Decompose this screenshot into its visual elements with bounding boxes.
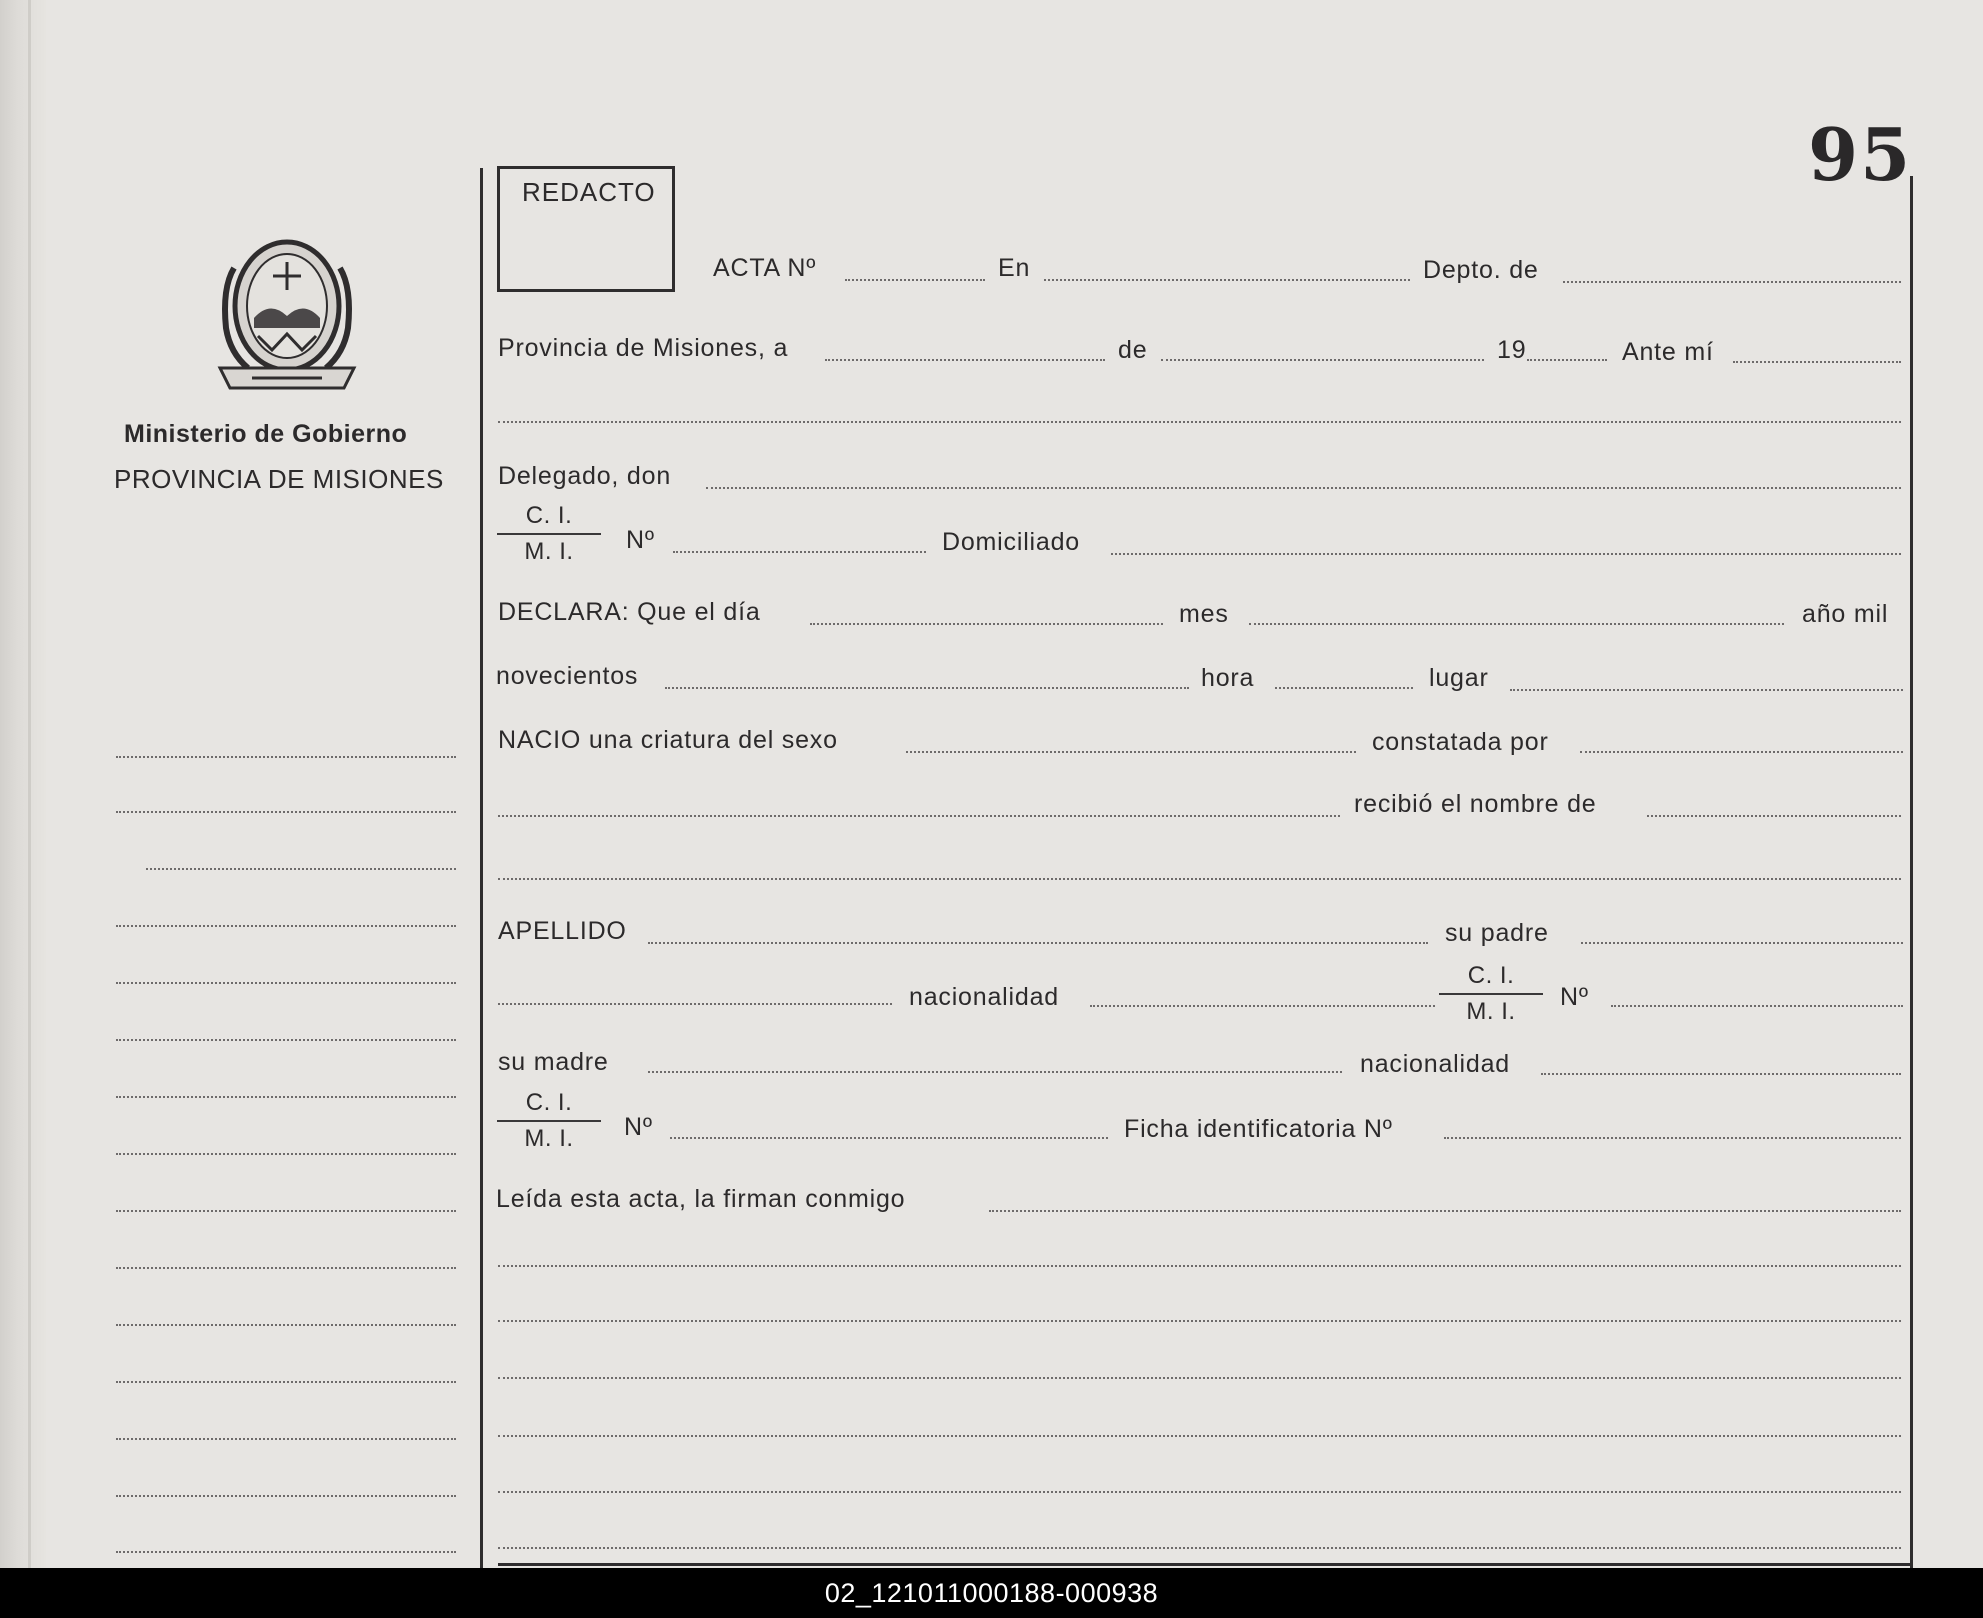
mes-label: mes bbox=[1179, 600, 1229, 628]
apellido-label: APELLIDO bbox=[498, 917, 627, 945]
padre-field[interactable] bbox=[1581, 942, 1903, 944]
bottom-border bbox=[498, 1563, 1910, 1566]
nacio-label: NACIO una criatura del sexo bbox=[498, 726, 838, 754]
id-number-label: Nº bbox=[626, 526, 655, 554]
constatada-field[interactable] bbox=[1580, 751, 1903, 753]
delegado-field[interactable] bbox=[706, 487, 1901, 489]
redacto-label: REDACTO bbox=[522, 177, 656, 207]
ante-mi-label: Ante mí bbox=[1622, 338, 1714, 366]
lugar-field[interactable] bbox=[1510, 689, 1903, 691]
margin-line bbox=[146, 868, 456, 870]
coat-of-arms-icon bbox=[212, 228, 362, 398]
signature-line[interactable] bbox=[498, 1547, 1901, 1549]
signature-line[interactable] bbox=[498, 1491, 1901, 1493]
year-prefix-label: 19 bbox=[1497, 336, 1527, 364]
novecientos-label: novecientos bbox=[496, 662, 639, 690]
right-border bbox=[1910, 176, 1913, 1568]
child-name-field[interactable] bbox=[1647, 815, 1901, 817]
padre-continuation-field[interactable] bbox=[498, 1003, 892, 1005]
lugar-label: lugar bbox=[1429, 664, 1489, 692]
constatada-label: constatada por bbox=[1372, 728, 1549, 756]
domiciliado-label: Domiciliado bbox=[942, 528, 1081, 556]
madre-mi-label: M. I. bbox=[524, 1125, 574, 1152]
margin-line bbox=[116, 1210, 456, 1212]
page-number: 95 bbox=[1808, 112, 1913, 197]
en-field[interactable] bbox=[1044, 279, 1410, 281]
su-padre-label: su padre bbox=[1445, 919, 1549, 947]
province-name: PROVINCIA DE MISIONES bbox=[114, 464, 444, 494]
padre-nacionalidad-label: nacionalidad bbox=[909, 983, 1059, 1011]
redacto-stamp-box bbox=[497, 166, 675, 292]
firmantes-field[interactable] bbox=[989, 1210, 1901, 1212]
margin-line bbox=[116, 1495, 456, 1497]
anio-mil-label: año mil bbox=[1802, 600, 1889, 628]
margin-line bbox=[116, 1381, 456, 1383]
padre-ci-mi-fraction bbox=[1439, 959, 1543, 1029]
madre-nacionalidad-label: nacionalidad bbox=[1360, 1050, 1510, 1078]
signature-line[interactable] bbox=[498, 1377, 1901, 1379]
page-fold bbox=[0, 0, 46, 1568]
madre-ci-mi-fraction bbox=[497, 1086, 601, 1156]
hora-field[interactable] bbox=[1275, 687, 1413, 689]
depto-label: Depto. de bbox=[1423, 256, 1539, 284]
ci-label: C. I. bbox=[497, 499, 601, 535]
delegado-id-field[interactable] bbox=[673, 551, 926, 553]
recibio-label: recibió el nombre de bbox=[1354, 790, 1597, 818]
acta-number-field[interactable] bbox=[845, 279, 985, 281]
ante-mi-field[interactable] bbox=[1733, 361, 1901, 363]
constatada-continuation-field[interactable] bbox=[498, 815, 1340, 817]
margin-line bbox=[116, 982, 456, 984]
ficha-field[interactable] bbox=[1444, 1137, 1901, 1139]
signature-line[interactable] bbox=[498, 1435, 1901, 1437]
birth-year-field[interactable] bbox=[665, 687, 1189, 689]
margin-line bbox=[116, 1324, 456, 1326]
day-field[interactable] bbox=[825, 359, 1105, 361]
signature-line[interactable] bbox=[498, 1320, 1901, 1322]
leida-label: Leída esta acta, la firman conmigo bbox=[496, 1185, 906, 1213]
margin-line bbox=[116, 1551, 456, 1553]
padre-ci-label: C. I. bbox=[1439, 959, 1543, 995]
padre-id-field[interactable] bbox=[1611, 1005, 1903, 1007]
madre-id-field[interactable] bbox=[670, 1137, 1108, 1139]
en-label: En bbox=[998, 254, 1031, 282]
provincia-label: Provincia de Misiones, a bbox=[498, 334, 789, 362]
padre-id-number-label: Nº bbox=[1560, 983, 1589, 1011]
vertical-divider bbox=[480, 168, 483, 1568]
mi-label: M. I. bbox=[524, 538, 574, 565]
margin-line bbox=[116, 1039, 456, 1041]
document-id: 02_121011000188-000938 bbox=[824, 1578, 1159, 1608]
hora-label: hora bbox=[1201, 664, 1255, 692]
madre-field[interactable] bbox=[648, 1071, 1342, 1073]
ministry-name: Ministerio de Gobierno bbox=[124, 420, 408, 448]
signature-line[interactable] bbox=[498, 1265, 1901, 1267]
madre-nacionalidad-field[interactable] bbox=[1541, 1073, 1901, 1075]
year-field[interactable] bbox=[1527, 359, 1607, 361]
month-field[interactable] bbox=[1161, 359, 1484, 361]
delegado-label: Delegado, don bbox=[498, 462, 672, 490]
margin-line bbox=[116, 1438, 456, 1440]
depto-field[interactable] bbox=[1563, 281, 1901, 283]
madre-ci-label: C. I. bbox=[497, 1086, 601, 1122]
margin-line bbox=[116, 1153, 456, 1155]
birth-day-field[interactable] bbox=[810, 623, 1163, 625]
padre-nacionalidad-field[interactable] bbox=[1090, 1005, 1435, 1007]
ante-mi-continuation-field[interactable] bbox=[498, 421, 1901, 423]
margin-line bbox=[116, 925, 456, 927]
fold-crease bbox=[28, 0, 31, 1568]
padre-mi-label: M. I. bbox=[1466, 998, 1516, 1025]
declara-label: DECLARA: Que el día bbox=[498, 598, 761, 626]
birth-month-field[interactable] bbox=[1249, 623, 1784, 625]
de-label: de bbox=[1118, 336, 1148, 364]
sexo-field[interactable] bbox=[906, 751, 1356, 753]
su-madre-label: su madre bbox=[498, 1048, 609, 1076]
ci-mi-fraction bbox=[497, 499, 601, 569]
ficha-label: Ficha identificatoria Nº bbox=[1124, 1115, 1393, 1143]
acta-number-label: ACTA Nº bbox=[713, 254, 817, 282]
domiciliado-field[interactable] bbox=[1111, 553, 1901, 555]
margin-line bbox=[116, 811, 456, 813]
margin-line bbox=[116, 756, 456, 758]
margin-line bbox=[116, 1267, 456, 1269]
margin-line bbox=[116, 1096, 456, 1098]
apellido-field[interactable] bbox=[648, 942, 1428, 944]
child-name-continuation-field[interactable] bbox=[498, 878, 1901, 880]
madre-id-number-label: Nº bbox=[624, 1113, 653, 1141]
